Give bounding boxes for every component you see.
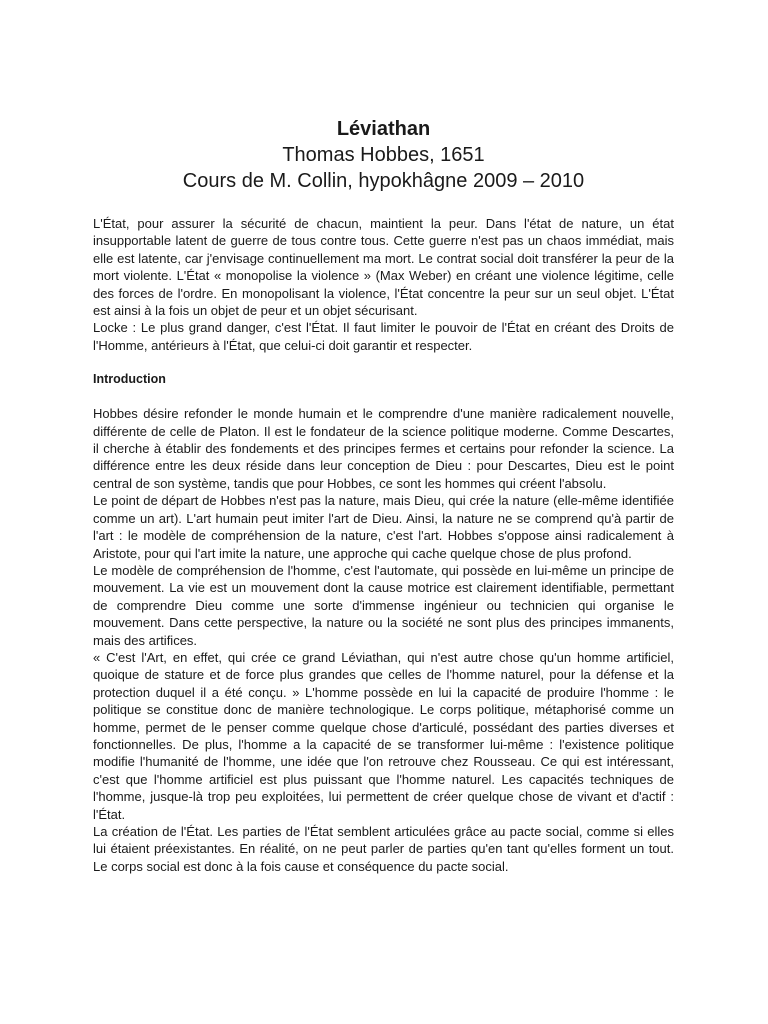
document-title: Léviathan — [336, 118, 431, 140]
body-paragraph: Hobbes désire refonder le monde humain et le comprendre d'une manière radicalement nouvelle, différente de celle de Platon. Il est le fondateur de la science politique moderne. Comme Descartes, il cherche à établir des fondements et des principes fermes et certains pour refonder la science. La différence entre les deux réside dans leur conception de Dieu : pour Descartes, Dieu est le point central de son système, tandis que pour Hobbes, ce sont les hommes qui créent l'absolu. — [93, 406, 674, 491]
author-line: Thomas Hobbes, 1651 — [282, 144, 485, 166]
intro-paragraph: Locke : Le plus grand danger, c'est l'État. Il faut limiter le pouvoir de l'État en créant des Droits de l'Homme, antérieurs à l'État, que celui-ci doit garantir et respecter. — [93, 320, 674, 353]
section-heading: Introduction — [93, 372, 166, 387]
body-paragraph: « C'est l'Art, en effet, qui crée ce grand Léviathan, qui n'est autre chose qu'un homme artificiel, quoique de stature et de force plus grandes que celles de l'homme naturel, pour la défense et la protection duquel il a été conçu. » L'homme possède en lui la capacité de produire l'homme : le politique se constitue donc de manière technologique. Le corps politique, métaphorisé comme un homme, permet de le penser comme quelque chose d'articulé, possédant des parties diverses et fonctionnelles. De plus, l'homme a la capacité de se transformer lui-même : l'existence politique modifie l'humanité de l'homme, une idée que l'on retrouve chez Rousseau. Ce qui est intéressant, c'est que l'homme artificiel est plus puissant que l'homme naturel. Les capacités techniques de l'homme, jusque-là trop peu exploitées, lui permettent de créer quelque chose de vivant et d'actif : l'État. — [93, 649, 674, 822]
document-page — [93, 116, 674, 875]
intro-paragraph: L'État, pour assurer la sécurité de chacun, maintient la peur. Dans l'état de nature, un état insupportable latent de guerre de tous contre tous. Cette guerre n'est pas un chaos immédiat, mais elle est latente, car j'envisage continuellement ma mort. Le contrat social doit transférer la peur de la mort violente. L'État « monopolise la violence » (Max Weber) en créant une violence légitime, celle des forces de l'ordre. En monopolisant la violence, l'État concentre la peur sur un seul objet. L'État est ainsi à la fois un objet de peur et un objet sécurisant. — [93, 216, 674, 319]
body-paragraph: La création de l'État. Les parties de l'État semblent articulées grâce au pacte social, comme si elles lui étaient préexistantes. En réalité, on ne peut parler de parties qu'en tant qu'elles forment un tout. Le corps social est donc à la fois cause et conséquence du pacte social. — [93, 824, 674, 874]
body-paragraph: Le modèle de compréhension de l'homme, c'est l'automate, qui possède en lui-même un principe de mouvement. La vie est un mouvement dont la cause motrice est clairement identifiable, permettant de comprendre Dieu comme une sorte d'immense ingénieur ou technicien qui organise le mouvement. Dans cette perspective, la nature ou la société ne sont plus des principes immanents, mais des artifices. — [93, 562, 674, 648]
title-block — [93, 116, 674, 194]
body-paragraph: Le point de départ de Hobbes n'est pas la nature, mais Dieu, qui crée la nature (elle-même identifiée comme un art). L'art humain peut imiter l'art de Dieu. Ainsi, la nature ne se comprend qu'à partir de l'art : le modèle de compréhension de la nature, c'est l'art. Hobbes s'oppose ainsi radicalement à Aristote, pour qui l'art imite la nature, une approche qui cache quelque chose de plus profond. — [93, 493, 674, 561]
course-line: Cours de M. Collin, hypokhâgne 2009 – 2010 — [182, 170, 585, 192]
